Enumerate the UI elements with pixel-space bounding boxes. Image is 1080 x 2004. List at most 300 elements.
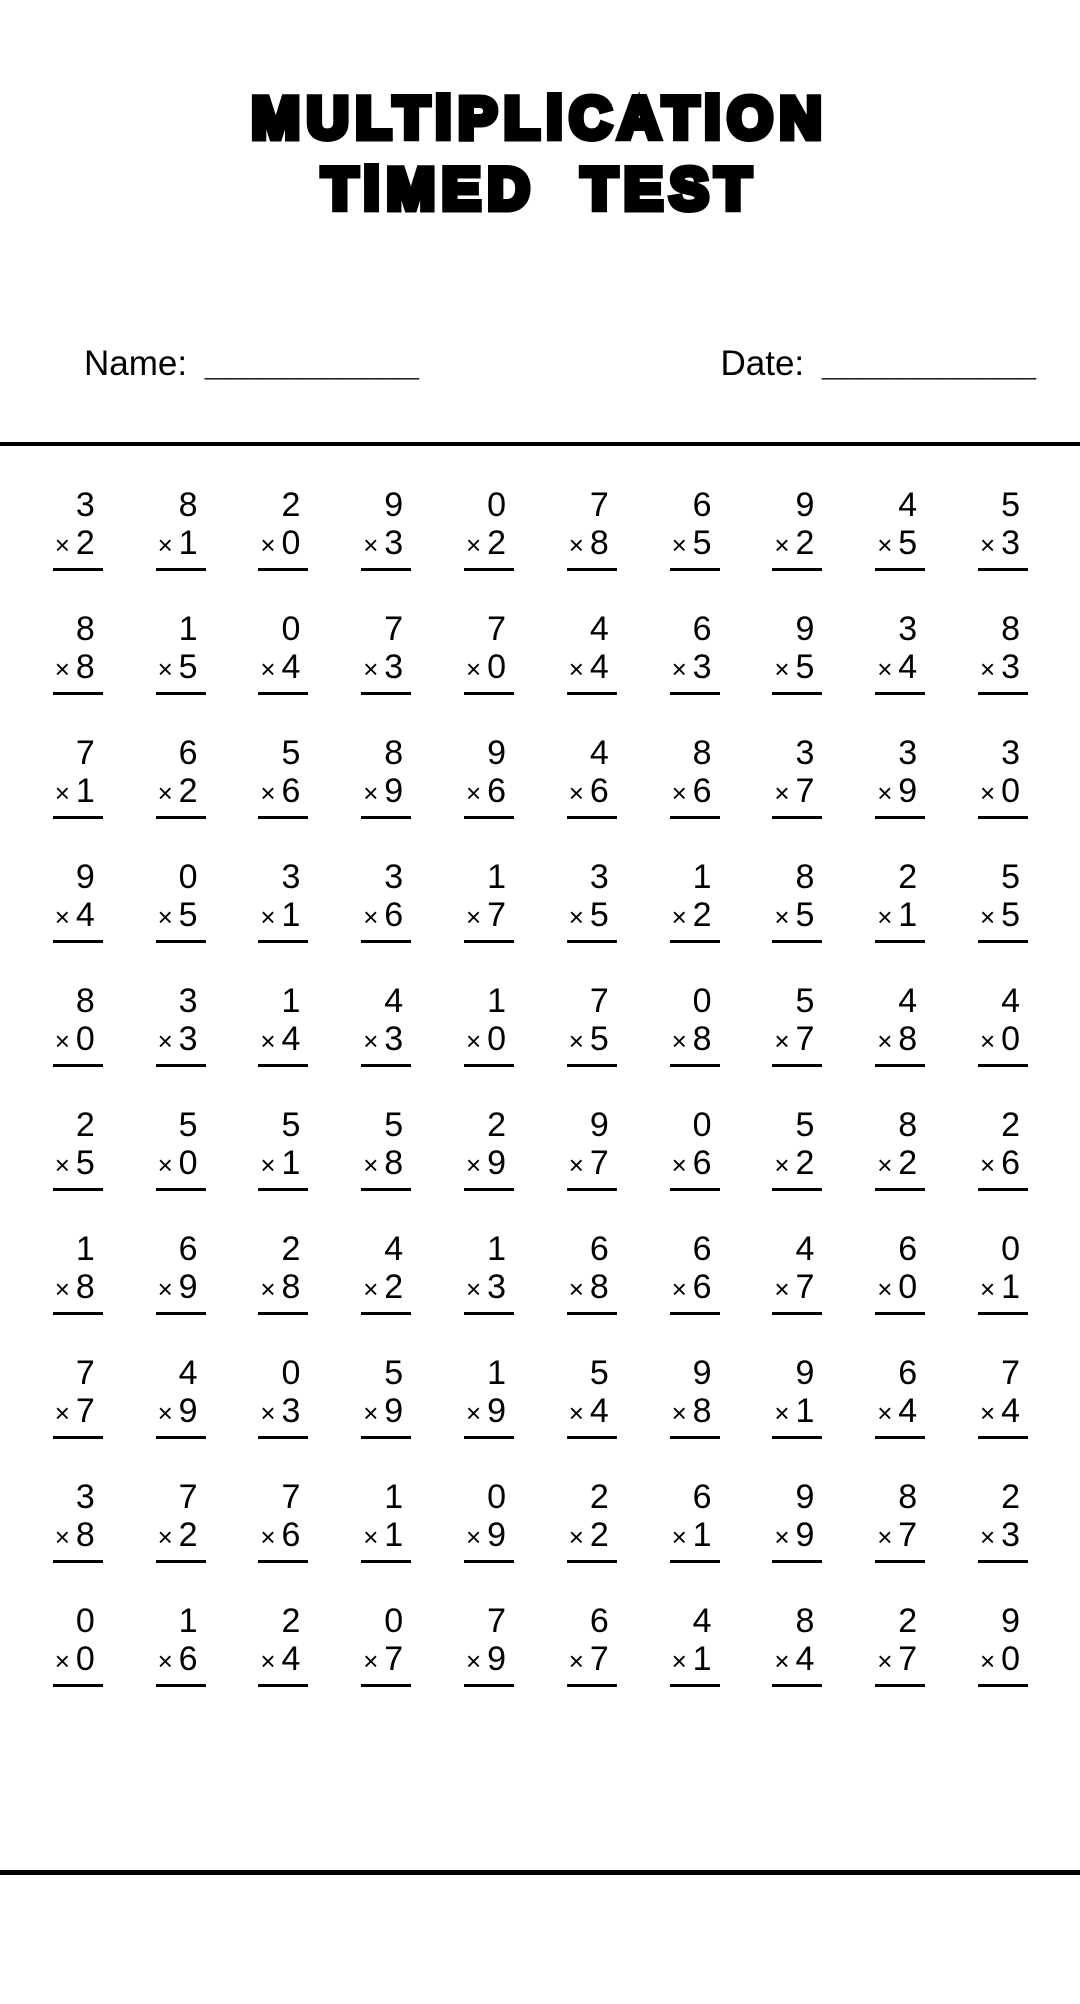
multiplicand: 0 (384, 1601, 404, 1640)
multiplier-row (464, 648, 514, 695)
problem-cell (53, 1354, 103, 1478)
multiplier: 2 (178, 771, 198, 810)
multiplier: 4 (1001, 1391, 1020, 1430)
problem-cell (361, 1106, 411, 1230)
multiplier-row (53, 1392, 103, 1439)
multiplier: 5 (178, 895, 198, 934)
multiplicand: 0 (487, 1477, 506, 1516)
multiplier: 7 (795, 771, 815, 810)
multiplicand: 4 (384, 981, 404, 1020)
problem-cell (875, 1230, 925, 1354)
problem-cell (567, 1230, 617, 1354)
multiply-icon: × (466, 1397, 482, 1428)
multiplicand: 3 (75, 485, 95, 524)
problem-cell (258, 982, 308, 1106)
multiplier: 1 (178, 523, 198, 562)
multiplier: 5 (795, 895, 815, 934)
multiplicand: 6 (178, 1229, 198, 1268)
problem-cell (670, 486, 720, 610)
multiplicand: 6 (589, 1601, 609, 1640)
multiplier-row (875, 524, 925, 571)
problem-cell (978, 1478, 1028, 1602)
multiplicand: 9 (795, 485, 815, 524)
multiplier: 3 (178, 1019, 198, 1058)
problem-cell (875, 1106, 925, 1230)
multiplier-row (258, 1392, 308, 1439)
multiply-icon: × (568, 653, 584, 684)
problem-cell (978, 1602, 1028, 1726)
page-title (0, 84, 1080, 226)
multiplier: 0 (1001, 1639, 1020, 1678)
problem-cell (567, 858, 617, 982)
multiply-icon: × (260, 1397, 276, 1428)
problem-cell (875, 982, 925, 1106)
multiplier: 1 (281, 1143, 301, 1182)
problem-cell (978, 1106, 1028, 1230)
multiplicand: 8 (795, 857, 815, 896)
multiplicand: 6 (178, 733, 198, 772)
multiplier: 9 (178, 1391, 198, 1430)
name-label: Name: (84, 343, 188, 383)
multiply-icon: × (363, 1397, 379, 1428)
multiplicand: 6 (589, 1229, 609, 1268)
multiplicand: 7 (384, 609, 404, 648)
multiplier-row (772, 1020, 822, 1067)
problem-cell (978, 1230, 1028, 1354)
multiplier-row (772, 648, 822, 695)
multiplier-row (978, 1640, 1028, 1687)
multiply-icon: × (260, 1521, 276, 1552)
problem-cell (670, 610, 720, 734)
multiplier: 9 (178, 1267, 198, 1306)
multiplier: 0 (1001, 1019, 1020, 1058)
multiplicand: 4 (384, 1229, 404, 1268)
problem-cell (670, 1602, 720, 1726)
multiplier: 3 (692, 647, 712, 686)
multiplier-row (53, 1020, 103, 1067)
problem-cell (156, 1354, 206, 1478)
problem-cell (567, 982, 617, 1106)
multiplicand: 5 (1001, 485, 1020, 524)
multiply-icon: × (980, 529, 996, 560)
multiplier: 4 (795, 1639, 815, 1678)
multiply-icon: × (774, 653, 790, 684)
multiplier: 8 (384, 1143, 404, 1182)
multiply-icon: × (980, 1149, 996, 1180)
multiplier-row (53, 896, 103, 943)
multiplier-row (156, 1516, 206, 1563)
multiplier-row (156, 772, 206, 819)
multiplicand: 9 (795, 609, 815, 648)
multiplier-row (670, 1516, 720, 1563)
multiplier-row (361, 1516, 411, 1563)
multiplicand: 8 (898, 1105, 918, 1144)
multiply-icon: × (774, 1025, 790, 1056)
multiplier-row (464, 1392, 514, 1439)
multiplicand: 5 (1001, 857, 1020, 896)
problem-cell (670, 1478, 720, 1602)
multiply-icon: × (671, 529, 687, 560)
problem-cell (361, 486, 411, 610)
multiplicand: 5 (795, 1105, 815, 1144)
name-blank: ___________ (204, 343, 419, 383)
multiply-icon: × (466, 1521, 482, 1552)
multiplier-row (670, 1392, 720, 1439)
multiplicand: 2 (487, 1105, 506, 1144)
multiplicand: 2 (898, 1601, 918, 1640)
multiplicand: 9 (692, 1353, 712, 1392)
multiplier-row (464, 1020, 514, 1067)
multiplicand: 6 (692, 1229, 712, 1268)
multiplier: 8 (692, 1391, 712, 1430)
problem-cell (361, 1602, 411, 1726)
multiply-icon: × (157, 1397, 173, 1428)
multiply-icon: × (877, 1645, 893, 1676)
multiply-icon: × (260, 1273, 276, 1304)
multiplier: 2 (795, 1143, 815, 1182)
multiplicand: 0 (1001, 1229, 1020, 1268)
multiplier-row (53, 1144, 103, 1191)
multiply-icon: × (568, 1645, 584, 1676)
multiplier-row (875, 1020, 925, 1067)
multiplicand: 4 (692, 1601, 712, 1640)
multiplicand: 2 (898, 857, 918, 896)
multiply-icon: × (466, 1273, 482, 1304)
problem-cell (772, 734, 822, 858)
multiplier: 0 (898, 1267, 918, 1306)
multiplier: 1 (281, 895, 301, 934)
multiplicand: 0 (281, 1353, 301, 1392)
problem-cell (156, 610, 206, 734)
multiplicand: 5 (281, 733, 301, 772)
multiply-icon: × (671, 1149, 687, 1180)
multiplicand: 9 (589, 1105, 609, 1144)
multiplicand: 1 (487, 1353, 506, 1392)
multiplicand: 4 (898, 485, 918, 524)
problems-grid (0, 446, 1028, 1726)
multiplicand: 9 (795, 1353, 815, 1392)
problem-cell (875, 858, 925, 982)
multiplier: 0 (1001, 771, 1020, 810)
multiplicand: 8 (898, 1477, 918, 1516)
multiplier: 9 (487, 1143, 506, 1182)
multiplier-row (670, 1144, 720, 1191)
problem-cell (156, 734, 206, 858)
multiplier: 9 (384, 1391, 404, 1430)
multiplier-row (156, 896, 206, 943)
problem-cell (53, 982, 103, 1106)
multiplier-row (978, 1020, 1028, 1067)
multiply-icon: × (877, 1149, 893, 1180)
problem-cell (258, 1602, 308, 1726)
multiplier-row (567, 772, 617, 819)
multiplicand: 7 (487, 1601, 506, 1640)
multiplier-row (772, 896, 822, 943)
multiplier: 7 (589, 1143, 609, 1182)
multiply-icon: × (774, 529, 790, 560)
multiplier-row (53, 772, 103, 819)
multiplier: 9 (487, 1515, 506, 1554)
multiplicand: 2 (281, 485, 301, 524)
multiplier-row (361, 648, 411, 695)
multiplier-row (978, 896, 1028, 943)
multiplicand: 2 (1001, 1105, 1020, 1144)
date-field (720, 344, 1036, 384)
multiplier-row (464, 524, 514, 571)
problem-cell (772, 982, 822, 1106)
date-blank: ___________ (821, 343, 1036, 383)
multiplier-row (258, 1268, 308, 1315)
multiplier-row (361, 1392, 411, 1439)
multiply-icon: × (54, 1025, 70, 1056)
problem-cell (53, 858, 103, 982)
multiplier: 7 (898, 1639, 918, 1678)
multiplicand: 4 (589, 733, 609, 772)
multiplier-row (875, 648, 925, 695)
multiplicand: 7 (1001, 1353, 1020, 1392)
multiplicand: 3 (178, 981, 198, 1020)
multiply-icon: × (54, 777, 70, 808)
problem-cell (156, 1602, 206, 1726)
multiply-icon: × (980, 1521, 996, 1552)
title-line-2: TiMED TEST (322, 156, 758, 222)
problem-cell (875, 1354, 925, 1478)
multiplier-row (567, 1020, 617, 1067)
multiplier-row (670, 1640, 720, 1687)
multiplicand: 7 (487, 609, 506, 648)
multiply-icon: × (877, 1521, 893, 1552)
multiply-icon: × (877, 777, 893, 808)
multiplier: 8 (692, 1019, 712, 1058)
multiply-icon: × (260, 529, 276, 560)
problem-cell (875, 610, 925, 734)
problem-cell (258, 610, 308, 734)
multiply-icon: × (774, 1521, 790, 1552)
multiply-icon: × (774, 1149, 790, 1180)
multiply-icon: × (157, 529, 173, 560)
problem-cell (53, 486, 103, 610)
multiplier: 3 (1001, 647, 1020, 686)
multiply-icon: × (671, 1273, 687, 1304)
problem-cell (156, 486, 206, 610)
problem-cell (670, 734, 720, 858)
problem-cell (464, 1602, 514, 1726)
problem-cell (978, 734, 1028, 858)
multiply-icon: × (877, 653, 893, 684)
multiplier: 7 (795, 1019, 815, 1058)
problem-cell (772, 610, 822, 734)
multiplicand: 5 (384, 1353, 404, 1392)
multiplier-row (464, 1640, 514, 1687)
multiply-icon: × (568, 529, 584, 560)
problem-cell (772, 1354, 822, 1478)
multiply-icon: × (671, 1645, 687, 1676)
multiplier: 4 (898, 1391, 918, 1430)
multiplicand: 3 (898, 733, 918, 772)
multiplier-row (53, 648, 103, 695)
multiplicand: 3 (384, 857, 404, 896)
multiplicand: 1 (487, 857, 506, 896)
multiply-icon: × (54, 1149, 70, 1180)
multiplier: 1 (795, 1391, 815, 1430)
multiplier: 5 (795, 647, 815, 686)
multiplier: 0 (75, 1019, 95, 1058)
multiplicand: 9 (384, 485, 404, 524)
multiplicand: 3 (281, 857, 301, 896)
problem-cell (670, 1354, 720, 1478)
multiply-icon: × (671, 1397, 687, 1428)
multiply-icon: × (671, 653, 687, 684)
multiplier: 3 (487, 1267, 506, 1306)
multiplier: 3 (384, 523, 404, 562)
multiplier: 5 (692, 523, 712, 562)
multiply-icon: × (363, 777, 379, 808)
multiplier-row (53, 524, 103, 571)
multiplier-row (772, 1144, 822, 1191)
multiplicand: 4 (589, 609, 609, 648)
problem-cell (464, 610, 514, 734)
multiplier: 0 (487, 647, 506, 686)
multiplicand: 1 (178, 1601, 198, 1640)
multiplier: 0 (281, 523, 301, 562)
multiplier: 4 (281, 647, 301, 686)
problem-cell (53, 1106, 103, 1230)
multiplicand: 3 (75, 1477, 95, 1516)
multiplier-row (464, 1268, 514, 1315)
multiplier: 8 (589, 523, 609, 562)
problem-cell (464, 982, 514, 1106)
problem-cell (156, 858, 206, 982)
multiplicand: 9 (75, 857, 95, 896)
multiplicand: 0 (75, 1601, 95, 1640)
problem-cell (53, 610, 103, 734)
multiplicand: 0 (692, 981, 712, 1020)
multiply-icon: × (466, 529, 482, 560)
title-line-1: MULTiPLiCATiON (251, 86, 829, 151)
multiplier-row (361, 1640, 411, 1687)
multiply-icon: × (877, 1397, 893, 1428)
multiply-icon: × (980, 1273, 996, 1304)
problem-cell (875, 1602, 925, 1726)
multiply-icon: × (363, 901, 379, 932)
multiplier-row (772, 772, 822, 819)
multiply-icon: × (671, 901, 687, 932)
problem-cell (258, 1478, 308, 1602)
multiplier-row (361, 1268, 411, 1315)
problem-cell (258, 1106, 308, 1230)
multiplier: 1 (898, 895, 918, 934)
multiply-icon: × (774, 777, 790, 808)
problem-cell (464, 1230, 514, 1354)
multiplicand: 2 (281, 1229, 301, 1268)
multiplier-row (875, 1268, 925, 1315)
multiplier-row (53, 1268, 103, 1315)
multiply-icon: × (774, 1273, 790, 1304)
multiplier: 5 (589, 895, 609, 934)
multiply-icon: × (157, 1521, 173, 1552)
problem-cell (875, 734, 925, 858)
multiplier-row (258, 1516, 308, 1563)
multiplier: 3 (1001, 523, 1020, 562)
multiplier-row (567, 1144, 617, 1191)
multiplier-row (978, 1268, 1028, 1315)
multiplier: 9 (487, 1639, 506, 1678)
multiplier-row (978, 648, 1028, 695)
multiplicand: 3 (898, 609, 918, 648)
multiplier: 7 (795, 1267, 815, 1306)
multiplier: 3 (384, 1019, 404, 1058)
multiply-icon: × (363, 1025, 379, 1056)
multiplicand: 4 (1001, 981, 1020, 1020)
multiply-icon: × (774, 1397, 790, 1428)
problem-cell (978, 610, 1028, 734)
problem-cell (156, 1230, 206, 1354)
problem-cell (670, 982, 720, 1106)
multiply-icon: × (54, 901, 70, 932)
multiplicand: 3 (589, 857, 609, 896)
problem-cell (156, 982, 206, 1106)
worksheet-page (0, 84, 1080, 2004)
multiply-icon: × (260, 1645, 276, 1676)
problem-cell (670, 1230, 720, 1354)
problem-cell (258, 1354, 308, 1478)
multiply-icon: × (260, 777, 276, 808)
multiplicand: 2 (589, 1477, 609, 1516)
multiplier-row (156, 524, 206, 571)
problem-cell (978, 858, 1028, 982)
multiplier: 4 (281, 1639, 301, 1678)
multiplier-row (978, 1144, 1028, 1191)
multiplier: 8 (589, 1267, 609, 1306)
multiply-icon: × (877, 529, 893, 560)
multiply-icon: × (980, 901, 996, 932)
multiplicand: 1 (487, 1229, 506, 1268)
multiply-icon: × (260, 1149, 276, 1180)
multiply-icon: × (671, 1025, 687, 1056)
multiplicand: 6 (692, 1477, 712, 1516)
multiply-icon: × (54, 1397, 70, 1428)
multiplier: 1 (692, 1639, 712, 1678)
multiplier-row (258, 896, 308, 943)
multiplier-row (978, 772, 1028, 819)
multiplier-row (875, 772, 925, 819)
multiplier: 2 (178, 1515, 198, 1554)
multiplicand: 8 (1001, 609, 1020, 648)
multiplier: 6 (692, 1143, 712, 1182)
problem-cell (772, 1602, 822, 1726)
multiplicand: 0 (178, 857, 198, 896)
multiplier-row (772, 1392, 822, 1439)
multiplier: 6 (589, 771, 609, 810)
multiplier: 2 (898, 1143, 918, 1182)
multiply-icon: × (157, 1273, 173, 1304)
multiplicand: 5 (178, 1105, 198, 1144)
multiplier-row (361, 772, 411, 819)
problem-cell (670, 858, 720, 982)
multiplier-row (670, 1268, 720, 1315)
multiplicand: 0 (281, 609, 301, 648)
multiplicand: 3 (1001, 733, 1020, 772)
multiplicand: 9 (1001, 1601, 1020, 1640)
multiplicand: 5 (795, 981, 815, 1020)
multiplier: 8 (281, 1267, 301, 1306)
multiplier: 2 (795, 523, 815, 562)
multiplier: 4 (898, 647, 918, 686)
problem-cell (258, 734, 308, 858)
problem-cell (772, 486, 822, 610)
multiply-icon: × (568, 1273, 584, 1304)
multiply-icon: × (568, 777, 584, 808)
